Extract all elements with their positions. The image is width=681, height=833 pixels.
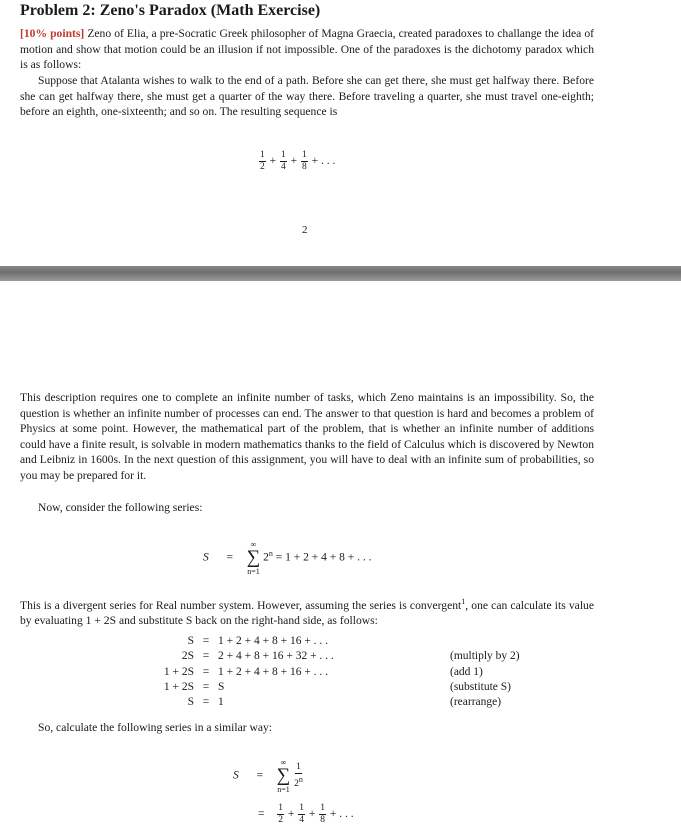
problem-title: Problem 2: Zeno's Paradox (Math Exercise) <box>20 2 321 19</box>
fraction-quarter: $\frac{1}{4}$ <box>299 803 304 825</box>
derivation-row: S = 1 + 2 + 4 + 8 + 16 + . . . <box>187 635 329 647</box>
page-divider <box>0 266 681 281</box>
fraction-eighth: $\frac{1}{8}$ <box>320 803 325 825</box>
sequence-equation: $\frac{1}{2}$ + $\frac{1}{4}$ + $\frac{1}{8}$ + . . . <box>260 150 336 172</box>
derivation-table <box>140 634 522 710</box>
derivation-row: S = 1 (rearrange) <box>187 696 502 709</box>
series-two-expansion: = $\frac{1}{2}$ + $\frac{1}{4}$ + $\frac{1}{8}$ + . . . <box>258 803 354 825</box>
sum-symbol: ∞ ∑ n=1 <box>246 540 261 576</box>
derivation-row: 1 + 2S = S (substitute S) <box>163 680 512 693</box>
paragraph-divergent: This is a divergent series for Real number system. However, assuming the series is convergent$^1$, one can calculate its value by evaluating 1 + 2S and substitute S back on the right-hand side, as follows: <box>20 597 594 628</box>
fraction-one-over-two-n: $\frac{1}{2^n}$ <box>294 761 303 790</box>
intro-paragraph <box>20 26 594 73</box>
sum-symbol: ∞ ∑ n=1 <box>276 758 291 794</box>
fraction-half: $\frac{1}{2}$ <box>260 150 265 172</box>
fraction-quarter: $\frac{1}{4}$ <box>281 150 286 172</box>
intro-text: Zeno of Elia, a pre-Socratic Greek philosopher of Magna Graecia, created paradoxes to challange the idea of motion and show that motion could be an illusion if not impossible. One of the paradoxes is the dichotomy paradox which is as follows: <box>20 27 594 72</box>
series-two-equation: S = ∞ ∑ n=1 $\frac{1}{2^n}$ <box>233 758 303 794</box>
points-label: [10% points] <box>20 27 85 40</box>
footnote-mark: 1 <box>461 597 466 606</box>
fraction-half: $\frac{1}{2}$ <box>278 803 283 825</box>
series-one-equation: S = ∞ ∑ n=1 2$^n$ = 1 + 2 + 4 + 8 + . . . <box>203 540 372 576</box>
paragraph-description: This description requires one to complete an infinite number of tasks, which Zeno maintains is an impossibility. So, the question is whether an infinite number of processes can end. The answer to that question is hard and becomes a problem of Physics at some point. However, the mathematical part of the problem, that is whether an infinite number of additions could have a finite result, is solvable in modern mathematics thanks to the field of Calculus which is discovered by Newton and Leibniz in 1600s. In the next question of this assignment, you will have to deal with an infinite sum of probabilities, so you may be prepared for it. <box>20 391 594 482</box>
fraction-eighth: $\frac{1}{8}$ <box>302 150 307 172</box>
page-number: 2 <box>302 224 308 236</box>
paragraph-calculate: So, calculate the following series in a similar way: <box>38 721 273 734</box>
derivation-row: 1 + 2S = 1 + 2 + 4 + 8 + 16 + . . . (add 1) <box>163 665 483 678</box>
paragraph-consider: Now, consider the following series: <box>38 501 203 514</box>
derivation-row: 2S = 2 + 4 + 8 + 16 + 32 + . . . (multiply by 2) <box>181 650 520 663</box>
paragraph-atalanta: Suppose that Atalanta wishes to walk to the end of a path. Before she can get there, she must get halfway there. Before she can get halfway there, she must get a quarter of the way there. Before traveling a quarter, she must travel one-eighth; before an eighth, one-sixteenth; and so on. The resulting sequence is <box>20 74 594 119</box>
